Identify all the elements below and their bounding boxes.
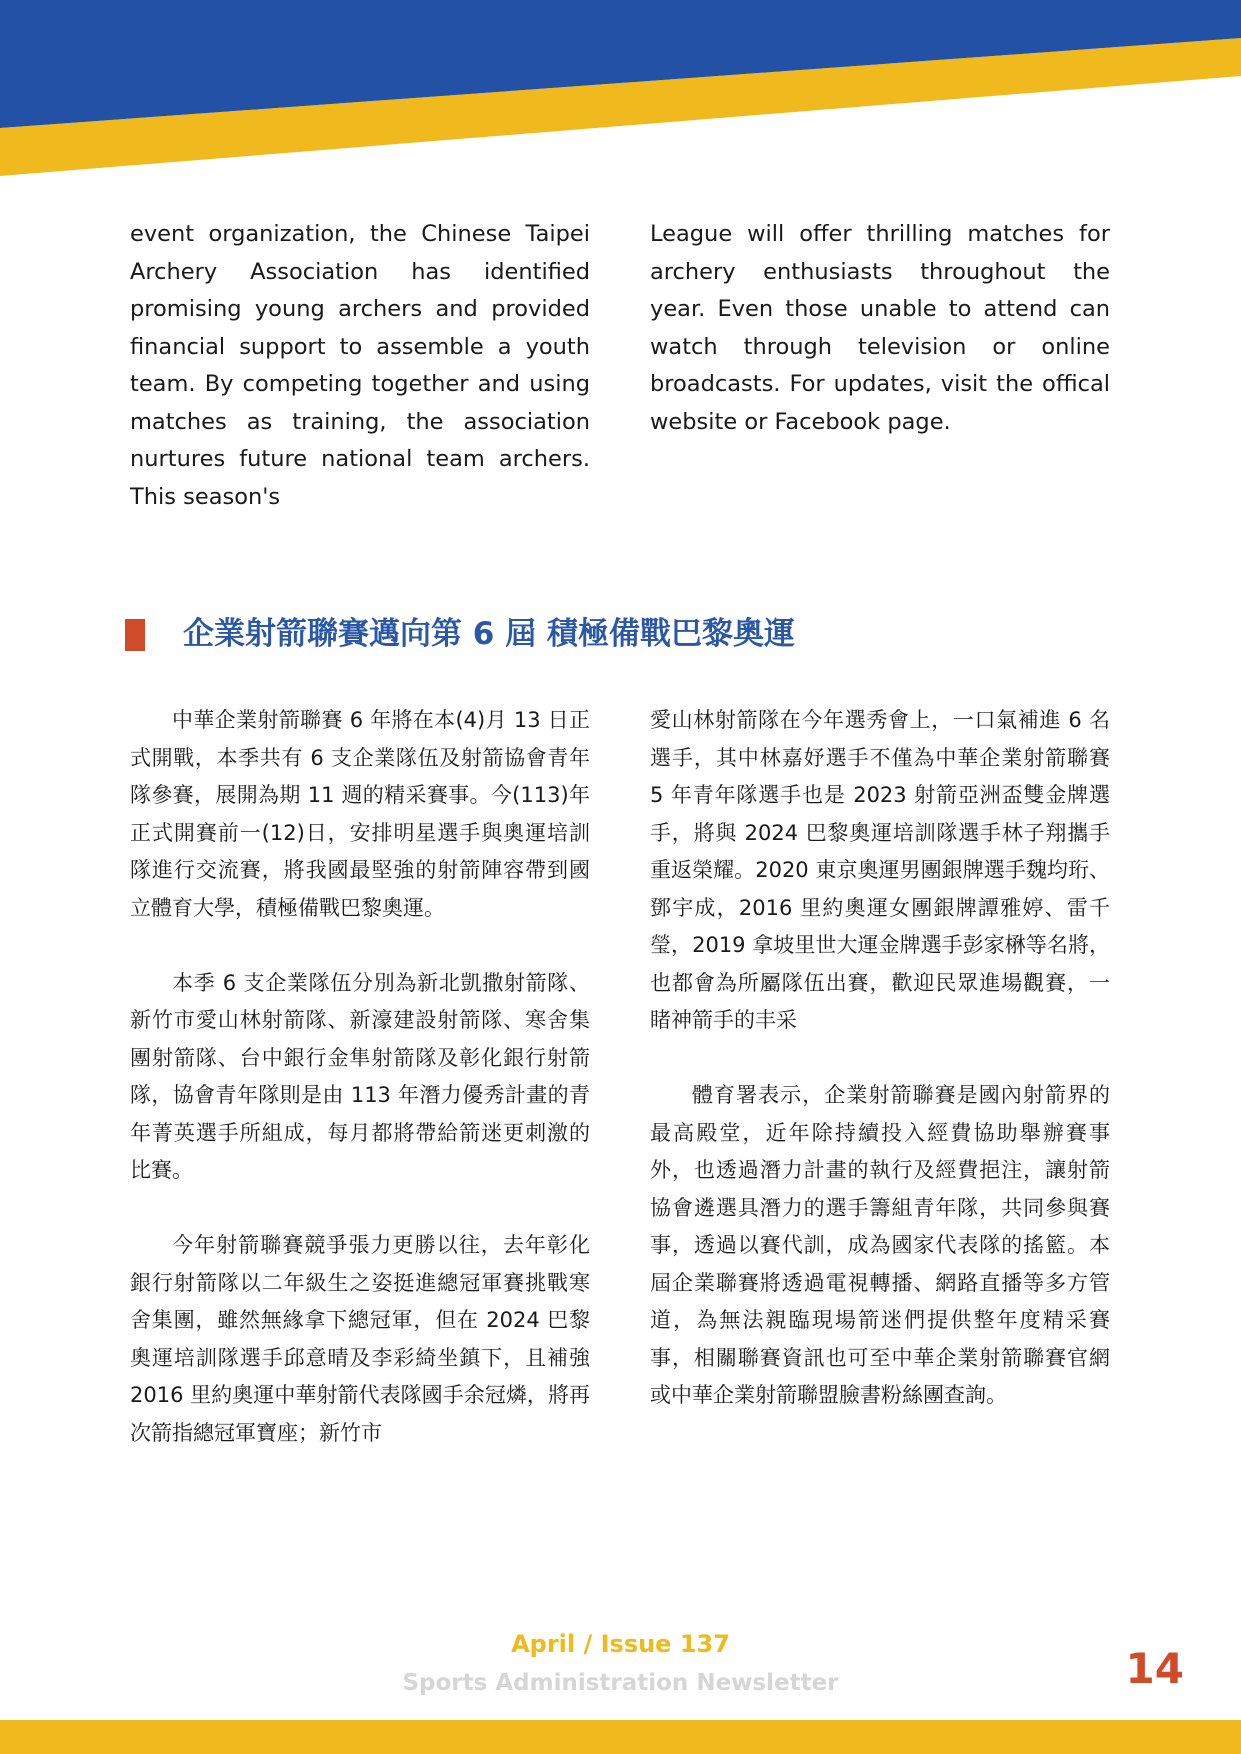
footer-newsletter-name: Sports Administration Newsletter: [402, 1670, 839, 1696]
english-paragraph-left: event organization, the Chinese Taipei Archery Association has identified promising young archers and provided financial support to assemble a youth team. By competing together and using matches as training, the association nurtures future national team archers. This season's: [130, 221, 590, 510]
chinese-paragraph-3: 今年射箭聯賽競爭張力更勝以往，去年彰化銀行射箭隊以二年級生之姿挺進總冠軍賽挑戰寒舍集團，雖然無緣拿下總冠軍，但在 2024 巴黎奧運培訓隊選手邱意晴及李彩綺坐鎮下，且補強 2016 里約奧運中華射箭代表隊國手余冠燐，將再次箭指總冠軍寶座；新竹市: [130, 1233, 590, 1445]
footer-issue: April / Issue 137: [511, 1630, 730, 1658]
chinese-paragraph-5: 體育署表示，企業射箭聯賽是國內射箭界的最高殿堂，近年除持續投入經費協助舉辦賽事外，也透過潛力計畫的執行及經費挹注，讓射箭協會遴選具潛力的選手籌組青年隊，共同參與賽事，透過以賽代訓，成為國家代表隊的搖籃。本屆企業聯賽將透過電視轉播、網路直播等多方管道，為無法親臨現場箭迷們提供整年度精采賽事，相關聯賽資訊也可至中華企業射箭聯賽官網或中華企業射箭聯盟臉書粉絲團查詢。: [650, 1083, 1110, 1407]
english-column-left: [130, 216, 590, 516]
footer-bar: [0, 1720, 1241, 1754]
section-marker: [125, 619, 145, 651]
chinese-column-left: [130, 702, 590, 1490]
chinese-paragraph-2: 本季 6 支企業隊伍分別為新北凱撒射箭隊、新竹市愛山林射箭隊、新濠建設射箭隊、寒舍集團射箭隊、台中銀行金隼射箭隊及彰化銀行射箭隊，協會青年隊則是由 113 年潛力優秀計畫的青年菁英選手所組成，每月都將帶給箭迷更刺激的比賽。: [130, 970, 590, 1182]
english-paragraph-right: League will offer thrilling matches for archery enthusiasts throughout the year. Even those unable to attend can watch through television or online broadcasts. For updates, visit the offical website or Facebook page.: [650, 221, 1110, 435]
english-column-right: [650, 216, 1110, 441]
chinese-column-right: [650, 702, 1110, 1452]
section-title: 企業射箭聯賽邁向第 6 屆 積極備戰巴黎奧運: [183, 616, 795, 652]
chinese-paragraph-1: 中華企業射箭聯賽 6 年將在本(4)月 13 日正式開戰，本季共有 6 支企業隊伍及射箭協會青年隊參賽，展開為期 11 週的精采賽事。今(113)年正式開賽前一(12)日，安排明星選手與奧運培訓隊進行交流賽，將我國最堅強的射箭陣容帶到國立體育大學，積極備戰巴黎奧運。: [130, 708, 590, 920]
page-number: 14: [1125, 1644, 1184, 1693]
chinese-paragraph-4: 愛山林射箭隊在今年選秀會上，一口氣補進 6 名選手，其中林嘉妤選手不僅為中華企業射箭聯賽 5 年青年隊選手也是 2023 射箭亞洲盃雙金牌選手，將與 2024 巴黎奧運培訓隊選手林子翔攜手重返榮耀。2020 東京奧運男團銀牌選手魏均珩、鄧宇成，2016 里約奧運女團銀牌譚雅婷、雷千瑩，2019 拿坡里世大運金牌選手彭家楙等名將，也都會為所屬隊伍出賽，歡迎民眾進場觀賽，一睹神箭手的丰采: [650, 708, 1110, 1032]
header-banner: [0, 0, 1241, 180]
